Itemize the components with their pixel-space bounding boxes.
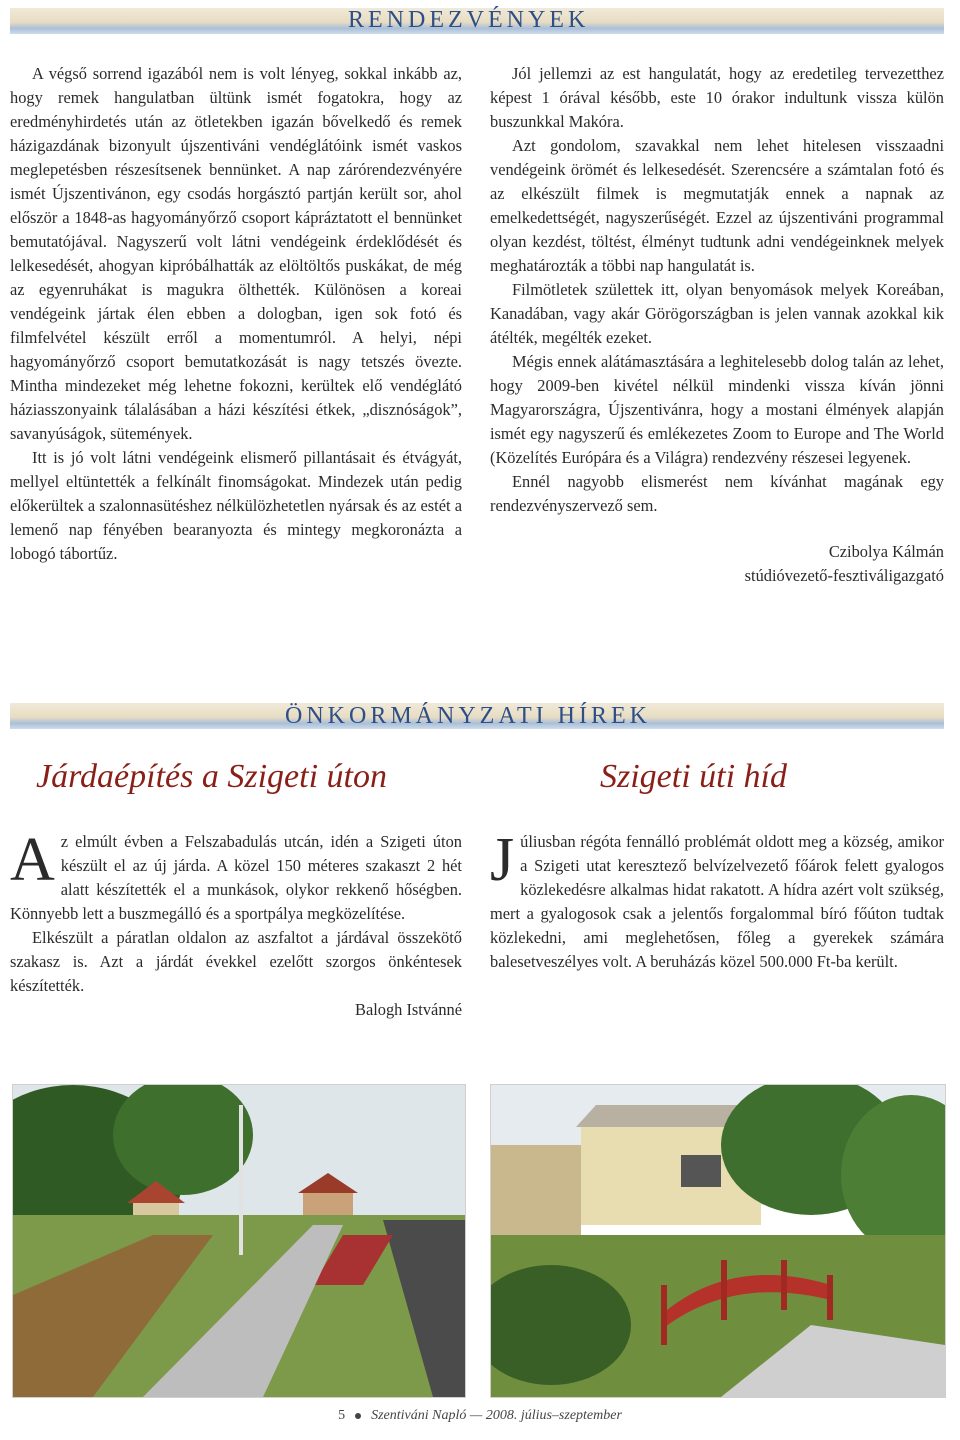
photo-sidewalk [12, 1084, 466, 1398]
dropcap-j: J [490, 826, 515, 894]
right-paragraph-3: Filmötletek születtek itt, olyan benyomások melyek Koreában, Kanadában, vagy akár Görögországban is jelen vannak azokkal kik átélték, megélték ezeket. [490, 280, 944, 347]
right-paragraph-5: Ennél nagyobb elismerést nem kívánhat magának egy rendezvényszervező sem. [490, 472, 944, 515]
right-column-text [490, 62, 944, 588]
article-left-paragraph-1-text: z elmúlt évben a Felszabadulás utcán, idén a Szigeti úton készült el az új járda. A közel 150 méteres szakaszt 2 hét alatt készítették el a munkások, olykor rekkenő hőségben. Könnyebb lett a buszmegálló és a sportpálya megközelítése. [10, 832, 462, 923]
footer-bullet-icon [355, 1413, 361, 1419]
article-right-body [490, 826, 944, 974]
article-headline-jardaepites: Járdaépítés a Szigeti úton [36, 758, 387, 795]
photo-bridge [490, 1084, 946, 1398]
signature-name: Czibolya Kálmán [828, 542, 944, 561]
article-left-paragraph-2: Elkészült a páratlan oldalon az aszfaltot a járdával összekötő szakasz is. Azt a járdát évekkel ezelőtt szorgos önkéntesek készítették. [10, 928, 462, 995]
page-footer [0, 1408, 960, 1424]
right-paragraph-1: Jól jellemzi az est hangulatát, hogy az eredetileg tervezetthez képest 1 órával később, este 10 órakor indultunk vissza külön buszunkkal Makóra. [490, 64, 944, 131]
article-left-body [10, 826, 462, 1022]
left-paragraph-2: Itt is jó volt látni vendégeink elismerő pillantásait és étvágyát, mellyel eltüntették a felkínált finomságokat. Mindezek után pedig előkerültek a szalonnasütéshez nélkülözhetetlen nyársak és az estét a lemenő nap fényében bearanyozta és mintegy megkoronázta a lobogó tábortűz. [10, 448, 462, 563]
signature-role: stúdióvezető-fesztiváligazgató [744, 566, 944, 585]
left-paragraph-1: A végső sorrend igazából nem is volt lényeg, sokkal inkább az, hogy remek hangulatban ültünk ismét fogatokra, hogy az eredményhirdetés után az ötletekben igazán bővelkedő és remek házigazdának bizonyult újszentiváni vendéglátóink ismét vaskos meglepetésben részesítsenek bennünket. A nap zárórendezvényére ismét Újszentivánon, egy csodás horgásztó partján került sor, ahol először a 1848-as hagyományőrző csoport kápráztatott el bennünket bemutatójával. Nagyszerű volt látni vendégeink érdeklődését és lelkesedését, ahogyan kipróbálhatták az elöltöltős puskákat, de még az egyenruhákat is magukra ölthették. Különösen a koreai vendégeink jártak élen ebben a dologban, igen sok fotó és filmfelvétel készült erről a momentumról. A helyi, népi hagyományőrző csoport bemutatkozását is nagy tetszés övezte. Mintha mindezeket még lehetne fokozni, kerültek elő vendéglátó háziasszonyaink tálalásában a házi készítési étkek, „disznóságok”, savanyúságok, sütemények. [10, 64, 462, 443]
page-number: 5 [338, 1408, 346, 1423]
publication-name: Szentiváni Napló [371, 1408, 467, 1423]
article-right-paragraph-1 [490, 826, 944, 974]
right-paragraph-4: Mégis ennek alátámasztására a leghitelesebb dolog talán az lehet, hogy 2009-ben kivétel nélkül mindenki vissza kíván jönni Magyarországra, Újszentivánra, hogy a mostani élmények alapján ismét egy nagyszerű és emlékezetes Zoom to Europe and The World (Közelítés Európára és a Világra) rendezvény részesei legyenek. [490, 352, 944, 467]
right-paragraph-2: Azt gondolom, szavakkal nem lehet hitelesen visszaadni vendégeink örömét és lelkesedését. Szerencsére a számtalan fotó és az elkészült filmek is megmutatják ennek a napnak az emelkedettségét, nagyszerűségét. Ezzel az újszentiváni programmal olyan kezdést, töltést, élményt tudtunk adni vendégeinknek melyek meghatározták a többi nap hangulatát is. [490, 136, 944, 275]
section-title-onkormanyzati-hirek: ÖNKORMÁNYZATI HÍREK [285, 703, 651, 729]
article-left-author: Balogh Istvánné [355, 1000, 462, 1019]
dropcap-a: A [10, 826, 55, 894]
footer-separator: — [466, 1408, 486, 1423]
left-column-text [10, 62, 462, 566]
article-headline-szigeti-hid: Szigeti úti híd [600, 758, 787, 795]
section-title-rendezvenyek: RENDEZVÉNYEK [348, 7, 590, 33]
issue-date: 2008. július–szeptember [485, 1408, 622, 1423]
article-right-paragraph-1-text: úliusban régóta fennálló problémát oldott meg a község, amikor a Szigeti utat keresztező belvízelvezető főárok felett gyalogos közlekedésre alkalmas hidat rakatott. A hídra azért volt szükség, mert a gyalogosok csak a jelentős forgalommal bíró főúton tudtak közlekedni, ami meglehetősen, főleg a gyerekek számára balesetveszélyes volt. A beruházás közel 500.000 Ft-ba került. [490, 832, 944, 971]
article-left-paragraph-1 [10, 826, 462, 926]
